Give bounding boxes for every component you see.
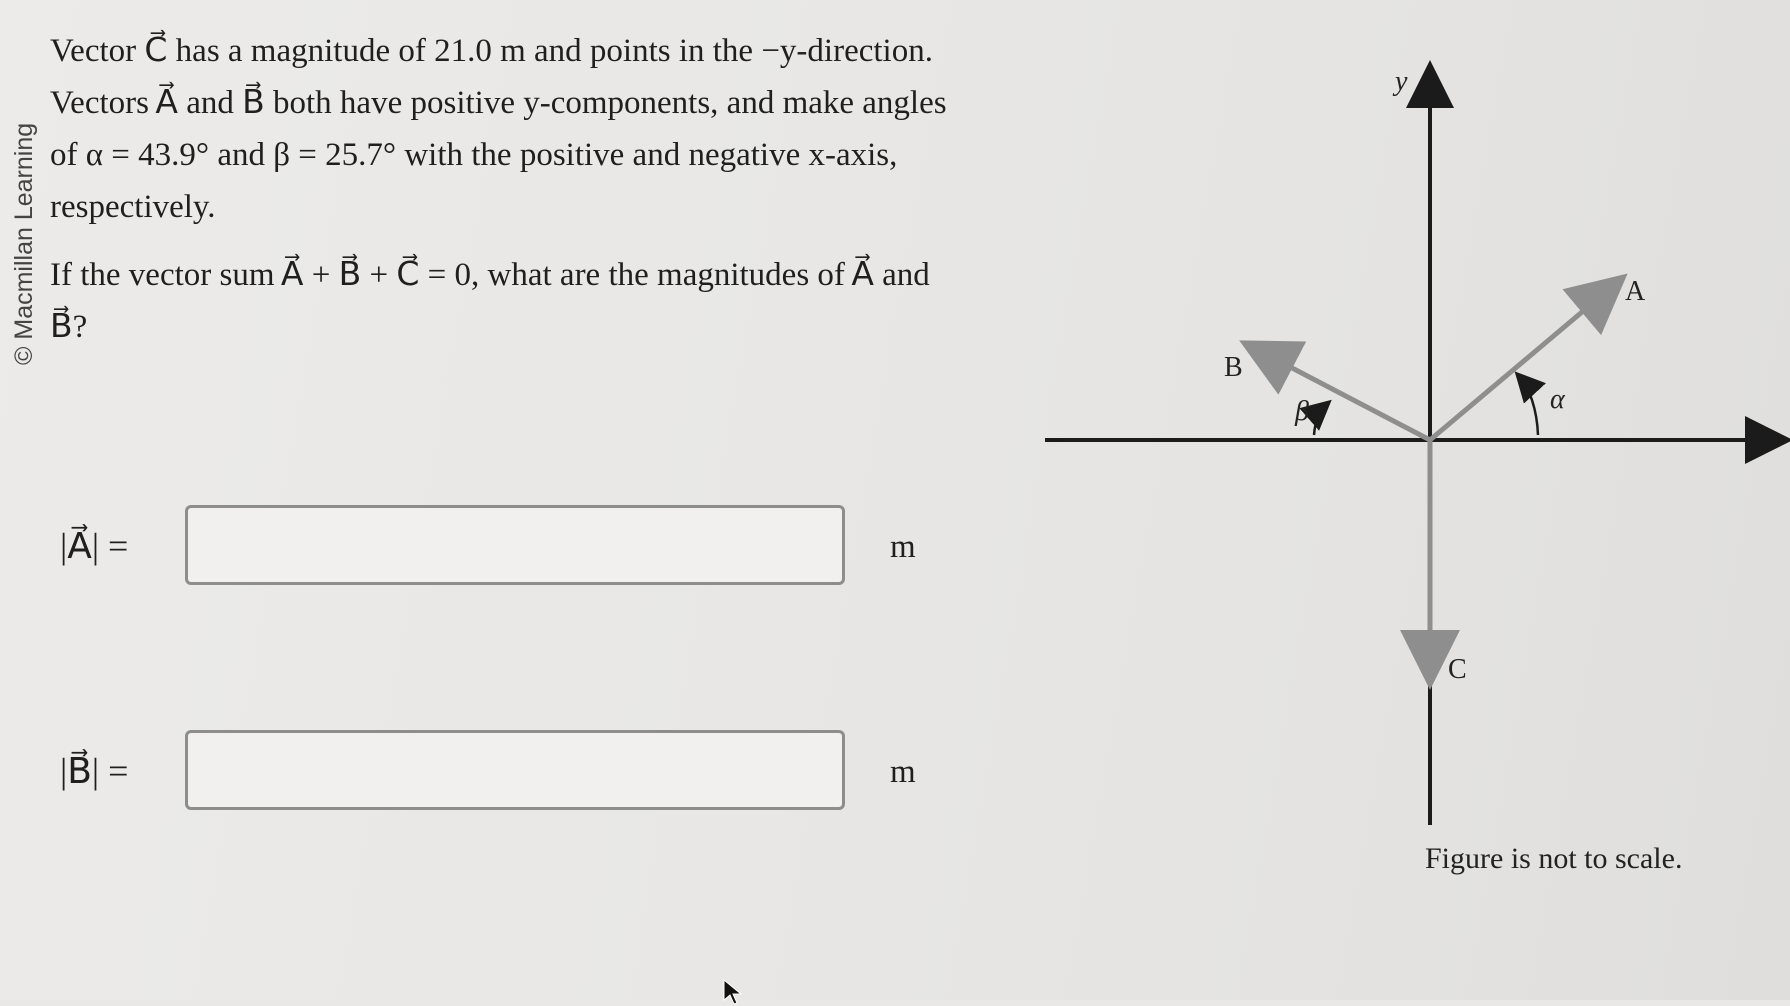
figure-caption: Figure is not to scale. <box>1425 842 1683 875</box>
unit-b: m <box>890 754 916 790</box>
angle-alpha-arc <box>1518 375 1538 435</box>
vector-diagram <box>1040 50 1790 890</box>
answer-label-a: |A⃗| = <box>60 526 129 566</box>
angle-beta-label: β <box>1295 396 1309 427</box>
angle-beta-arc <box>1314 403 1328 435</box>
vector-b-arrow <box>1248 345 1430 440</box>
problem-paragraph-1: Vector C⃗ has a magnitude of 21.0 m and points in the −y-direction. Vectors A⃗ and B⃗ both have positive y-components, and make angles of α = 43.9° and β = 25.7° with the positive and negative x-axis, respectively. <box>50 33 947 225</box>
problem-paragraph-2: If the vector sum A⃗ + B⃗ + C⃗ = 0, what are the magnitudes of A⃗ and B⃗? <box>50 257 930 345</box>
watermark-text: © Macmillan Learning <box>10 122 38 365</box>
vector-a-label: A <box>1625 276 1646 307</box>
answer-row-b <box>60 730 940 816</box>
vector-c-label: C <box>1448 654 1467 685</box>
vector-b-label: B <box>1224 352 1243 383</box>
problem-statement <box>50 25 950 353</box>
answer-label-b: |B⃗| = <box>60 751 129 791</box>
magnitude-a-input[interactable] <box>185 505 845 585</box>
copyright-watermark <box>10 35 40 365</box>
answer-row-a <box>60 505 940 591</box>
unit-a: m <box>890 529 916 565</box>
vector-figure <box>1040 50 1790 890</box>
angle-alpha-label: α <box>1550 384 1565 415</box>
axis-y-label: y <box>1395 66 1408 97</box>
vector-a-arrow <box>1430 280 1620 440</box>
mouse-cursor-icon <box>722 978 746 1006</box>
magnitude-b-input[interactable] <box>185 730 845 810</box>
